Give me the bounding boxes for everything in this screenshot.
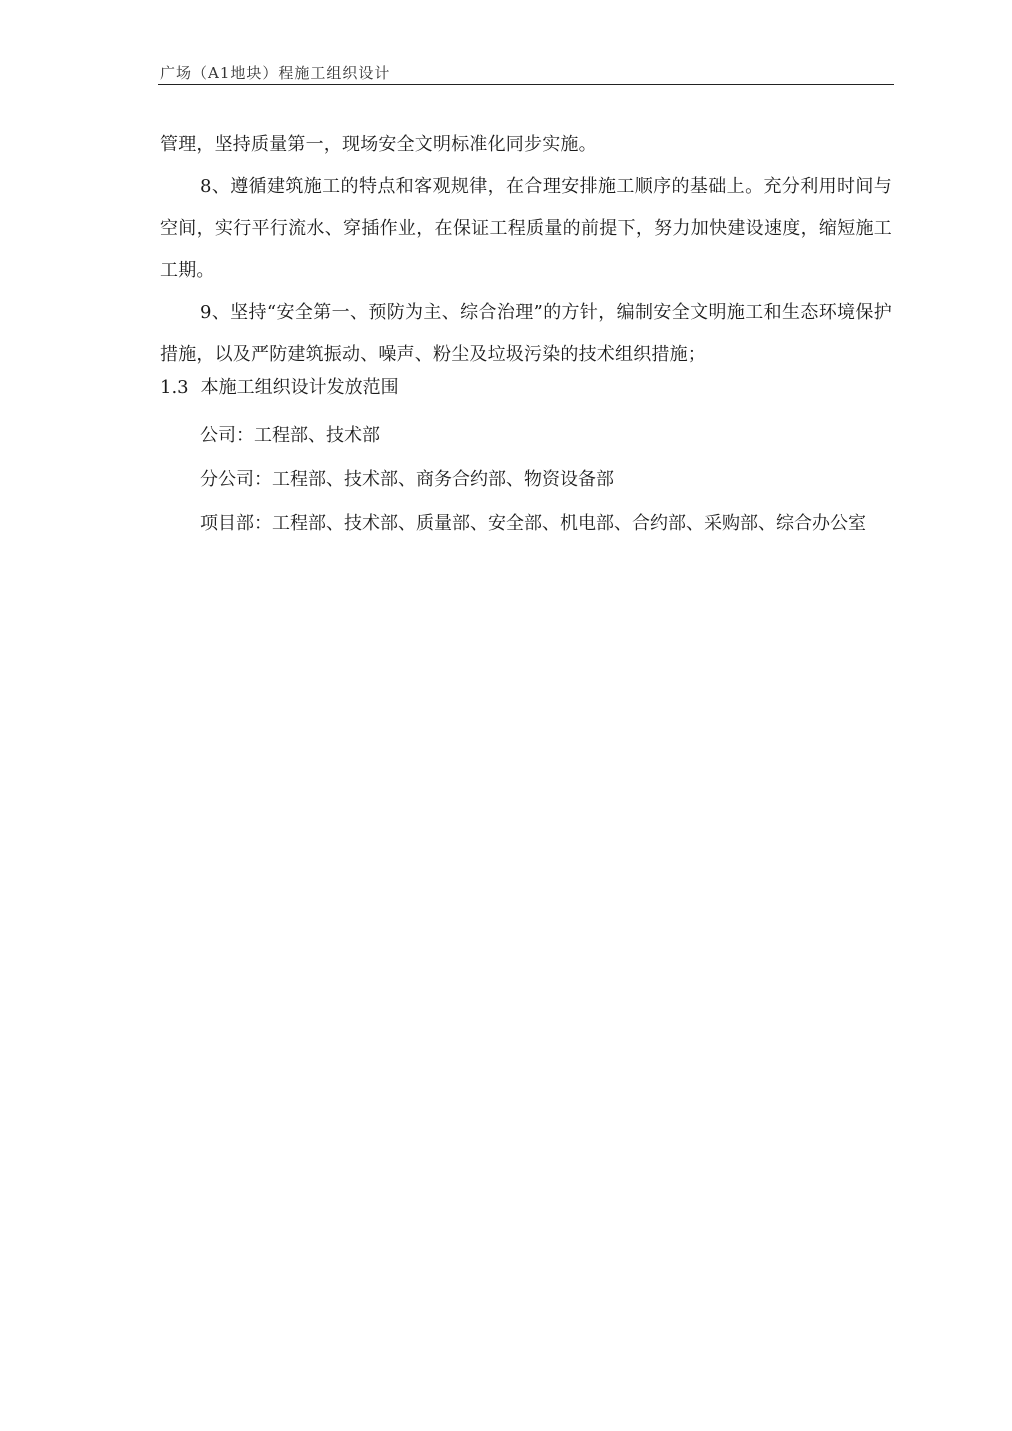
page-header <box>158 60 894 85</box>
distribution-project: 项目部：工程部、技术部、质量部、安全部、机电部、合约部、采购部、综合办公室 <box>200 513 866 534</box>
section-heading <box>160 376 892 400</box>
header-title: 广场（A1地块）程施工组织设计 <box>160 64 391 82</box>
distribution-branch: 分公司：工程部、技术部、商务合约部、物资设备部 <box>200 469 614 490</box>
section-number: 1.3 <box>160 377 189 398</box>
paragraph-item-9: 9、坚持“安全第一、预防为主、综合治理”的方针，编制安全文明施工和生态环境保护措施，以及严防建筑振动、噪声、粉尘及垃圾污染的技术组织措施； <box>160 302 892 365</box>
page-body <box>160 124 892 546</box>
section-title: 本施工组织设计发放范围 <box>200 377 399 398</box>
paragraph-continuation: 管理，坚持质量第一，现场安全文明标准化同步实施。 <box>160 134 597 155</box>
paragraph-item-8: 8、遵循建筑施工的特点和客观规律，在合理安排施工顺序的基础上。充分利用时间与空间，实行平行流水、穿插作业，在保证工程质量的前提下，努力加快建设速度，缩短施工工期。 <box>160 176 892 281</box>
distribution-company: 公司：工程部、技术部 <box>200 425 380 446</box>
